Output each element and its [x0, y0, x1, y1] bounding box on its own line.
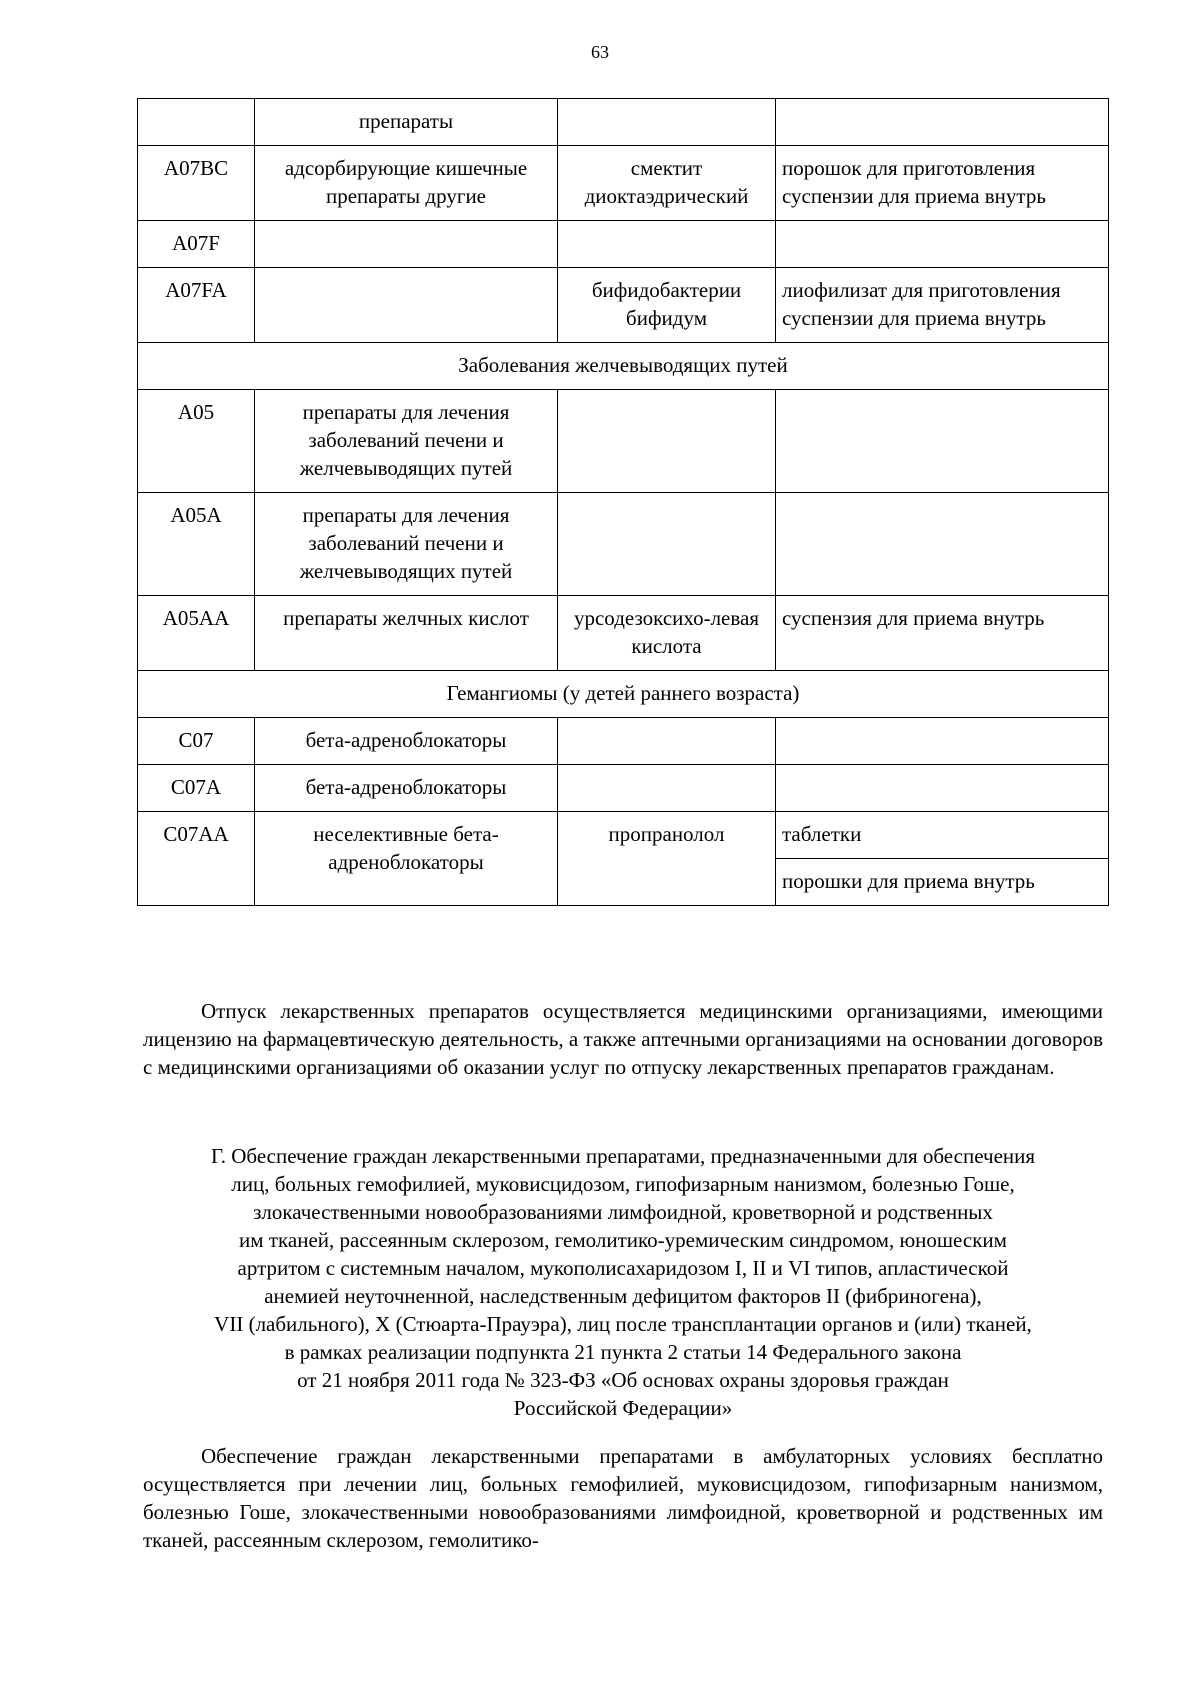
table-row	[138, 765, 1109, 812]
form-cell: суспензия для приема внутрь	[776, 596, 1109, 671]
page-number: 63	[591, 42, 609, 62]
form-cell: порошок для приготовления суспензии для приема внутрь	[776, 146, 1109, 221]
table-row	[138, 146, 1109, 221]
heading-line: артритом с системным началом, мукополисахаридозом I, II и VI типов, апластической	[237, 1256, 1009, 1280]
heading-line: злокачественными новообразованиями лимфоидной, кроветворной и родственных	[253, 1200, 993, 1224]
form-cell	[776, 718, 1109, 765]
table-row	[138, 596, 1109, 671]
inn-cell	[558, 765, 776, 812]
heading-line: анемией неуточненной, наследственным дефицитом факторов II (фибриногена),	[264, 1284, 982, 1308]
inn-cell: урсодезоксихо-левая кислота	[558, 596, 776, 671]
group-cell	[255, 221, 558, 268]
inn-cell	[558, 493, 776, 596]
form-cell: таблетки	[776, 812, 1109, 859]
heading-line: VII (лабильного), X (Стюарта-Прауэра), лиц после трансплантации органов и (или) тканей,	[214, 1312, 1032, 1336]
drug-table	[137, 98, 1109, 906]
group-cell: бета-адреноблокаторы	[255, 718, 558, 765]
section-title-biliary: Заболевания желчевыводящих путей	[138, 343, 1109, 390]
section-row	[138, 671, 1109, 718]
form-cell	[776, 390, 1109, 493]
dispensing-paragraph: Отпуск лекарственных препаратов осуществляется медицинскими организациями, имеющими лицензию на фармацевтическую деятельность, а также аптечными организациями на основании договоров с медицинскими организациями об оказании услуг по отпуску лекарственных препаратов гражданам.	[143, 999, 1103, 1079]
inn-cell	[558, 99, 776, 146]
table-row	[138, 221, 1109, 268]
form-cell	[776, 99, 1109, 146]
atc-code-cell: C07A	[138, 765, 255, 812]
inn-cell	[558, 390, 776, 493]
form-cell-secondary: порошки для приема внутрь	[776, 859, 1109, 906]
table-row	[138, 390, 1109, 493]
atc-code-cell: C07AA	[138, 812, 255, 906]
table-row	[138, 99, 1109, 146]
atc-code-cell: A05AA	[138, 596, 255, 671]
group-cell: препараты для лечения заболеваний печени и желчевыводящих путей	[255, 390, 558, 493]
heading-line: от 21 ноября 2011 года № 323-ФЗ «Об основах охраны здоровья граждан	[297, 1368, 949, 1392]
heading-line: в рамках реализации подпункта 21 пункта 2 статьи 14 Федерального закона	[284, 1340, 962, 1364]
section-title-hemangioma: Гемангиомы (у детей раннего возраста)	[138, 671, 1109, 718]
table-row	[138, 268, 1109, 343]
group-cell: препараты для лечения заболеваний печени и желчевыводящих путей	[255, 493, 558, 596]
form-cell	[776, 221, 1109, 268]
form-cell: лиофилизат для приготовления суспензии для приема внутрь	[776, 268, 1109, 343]
inn-cell: бифидобактерии бифидум	[558, 268, 776, 343]
group-cell: препараты	[255, 99, 558, 146]
heading-line: Российской Федерации»	[513, 1396, 733, 1420]
heading-line: Г. Обеспечение граждан лекарственными препаратами, предназначенными для обеспечения	[210, 1144, 1036, 1168]
atc-code-cell: A07FA	[138, 268, 255, 343]
atc-code-cell: A05A	[138, 493, 255, 596]
group-cell: препараты желчных кислот	[255, 596, 558, 671]
inn-cell	[558, 221, 776, 268]
section-row	[138, 343, 1109, 390]
atc-code-cell: A07BC	[138, 146, 255, 221]
atc-code-cell	[138, 99, 255, 146]
group-cell: адсорбирующие кишечные препараты другие	[255, 146, 558, 221]
group-cell	[255, 268, 558, 343]
atc-code-cell: A05	[138, 390, 255, 493]
group-cell: неселективные бета-адреноблокаторы	[255, 812, 558, 906]
atc-code-cell: A07F	[138, 221, 255, 268]
form-cell	[776, 765, 1109, 812]
atc-code-cell: C07	[138, 718, 255, 765]
heading-line: им тканей, рассеянным склерозом, гемолитико-уремическим синдромом, юношеским	[239, 1228, 1007, 1252]
inn-cell: смектит диоктаэдрический	[558, 146, 776, 221]
group-cell: бета-адреноблокаторы	[255, 765, 558, 812]
heading-line: лиц, больных гемофилией, муковисцидозом, гипофизарным нанизмом, болезнью Гоше,	[231, 1172, 1015, 1196]
provision-paragraph: Обеспечение граждан лекарственными препаратами в амбулаторных условиях бесплатно осуществляется при лечении лиц, больных гемофилией, муковисцидозом, гипофизарным нанизмом, болезнью Гоше, злокачественными новообразованиями лимфоидной, кроветворной и родственных им тканей, рассеянным склерозом, гемолитико-	[143, 1444, 1103, 1552]
table-row	[138, 718, 1109, 765]
inn-cell	[558, 718, 776, 765]
table-row	[138, 812, 1109, 859]
form-cell	[776, 493, 1109, 596]
section-heading-g	[143, 1142, 1103, 1422]
inn-cell: пропранолол	[558, 812, 776, 906]
table-row	[138, 493, 1109, 596]
